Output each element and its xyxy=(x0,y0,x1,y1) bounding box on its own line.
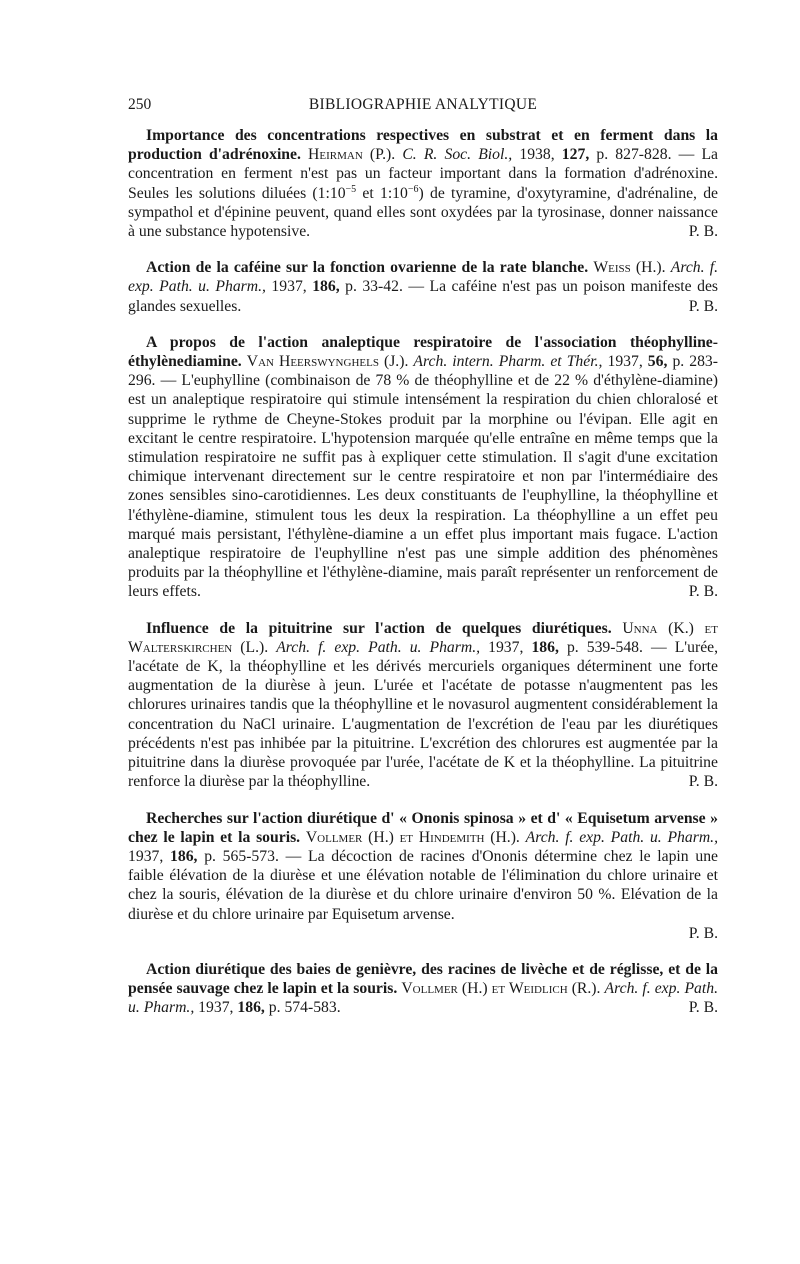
entry-initials: P. B. xyxy=(688,583,718,601)
entry-journal: C. R. Soc. Biol., xyxy=(402,146,513,164)
entry-volume: 56, xyxy=(647,353,668,371)
entry-author: Heirman (P.). xyxy=(308,146,396,164)
entry-initials: P. B. xyxy=(688,999,718,1017)
entry-volume: 127, xyxy=(561,146,590,164)
entry-author: Vollmer (H.) et Weidlich (R.). xyxy=(401,980,601,998)
entry-initials: P. B. xyxy=(688,924,718,942)
entry-year: 1937, xyxy=(271,278,307,296)
entry-initials: P. B. xyxy=(688,297,718,315)
entry-year: 1937, xyxy=(198,999,234,1017)
entry-summary: — La caféine n'est pas un poison manifeste des glandes sexuelles. xyxy=(128,278,719,315)
entry-journal: Arch. intern. Pharm. et Thér., xyxy=(413,353,603,371)
bibliography-entry xyxy=(128,333,718,602)
entry-title: Recherches sur l'action diurétique d' « Ononis spinosa » et d' « Equisetum arvense » chez le lapin et la souris. xyxy=(128,809,718,846)
running-title: BIBLIOGRAPHIE ANALYTIQUE xyxy=(308,96,538,113)
entry-title: Action diurétique des baies de genièvre, des racines de livèche et de réglisse, et de la pensée sauvage chez le lapin et la souris. xyxy=(128,960,718,998)
bibliography-entry xyxy=(128,258,718,316)
entry-title: Influence de la pituitrine sur l'action de quelques diurétiques. xyxy=(146,619,612,637)
entry-summary-cont: et 1:10 xyxy=(356,184,408,202)
entry-summary: — La décoction de racines d'Ononis détermine chez le lapin une faible élévation de la diurèse et une élévation notable de l'élimination du chlore urinaire et chez la souris, élévation de la diurèse et du chlore urinaire d'environ 50 %. Elévation de la diurèse et du chlore urinaire par Equisetum arvense. xyxy=(128,847,718,923)
entry-year: 1937, xyxy=(128,847,164,865)
entry-year: 1938, xyxy=(519,146,555,164)
exponent: −5 xyxy=(345,183,357,195)
bibliography-entry xyxy=(128,809,718,943)
entry-year: 1937, xyxy=(488,638,524,656)
entry-journal: Arch. f. exp. Path. u. Pharm., xyxy=(128,980,719,1017)
entry-journal: Arch. f. exp. Path. u. Pharm., xyxy=(525,828,719,846)
entry-author: Weiss (H.). xyxy=(593,259,666,277)
entry-author: Van Heerswynghels (J.). xyxy=(246,353,409,371)
entry-pages: p. 33-42. xyxy=(345,278,403,296)
entry-summary-end: ) de tyramine, d'oxytyramine, d'adrénaline, de sympathol et d'épinine peuvent, quand elles sont oxydées par la tyrosinase, donner naissance à une substance hypotensive. xyxy=(128,184,719,241)
entry-pages: p. 827-828. xyxy=(596,146,672,164)
entry-journal: Arch. f. exp. Path. u. Pharm., xyxy=(128,259,719,296)
entry-title: Importance des concentrations respectives en substrat et en ferment dans la production d'adrénoxine. xyxy=(128,127,718,164)
entry-title: Action de la caféine sur la fonction ovarienne de la rate blanche. xyxy=(146,259,589,277)
entry-summary: — La concentration en ferment n'est pas un facteur important dans la formation d'adrénoxine. Seules les solutions diluées (1:10 xyxy=(128,146,719,202)
entry-title: A propos de l'action analeptique respiratoire de l'association théophylline-éthylènediamine. xyxy=(128,333,718,371)
entry-volume: 186, xyxy=(531,638,559,656)
bibliography-entries xyxy=(128,126,718,1035)
entry-volume: 186, xyxy=(237,999,265,1017)
page-number: 250 xyxy=(128,96,152,113)
entry-author: Unna (K.) et Walterskirchen (L.). xyxy=(128,619,718,656)
entry-journal: Arch. f. exp. Path. u. Pharm., xyxy=(276,638,481,656)
entry-pages: p. 565-573. xyxy=(204,847,279,865)
entry-summary: — L'euphylline (combinaison de 78 % de théophylline et de 22 % d'éthylène-diamine) est un analeptique respiratoire qui stimule intensément la respiration du chien chloralosé et supprime le rythme de Cheyne-Stokes produit par la morphine ou l'évipan. Elle agit en excitant le centre respiratoire. L'hypotension marquée qu'elle entraîne en même temps que la stimulation respiratoire ne suffit pas à expliquer cette stimulation. Il s'agit d'une excitation chimique intervenant directement sur le centre respiratoire et non par l'intermédiaire des zones sensibles sino-carotidiennes. Les deux constituants de l'euphylline, la théophylline et l'éthylène-diamine, stimulent tous les deux la respiration. La théophylline a un effet peu marqué mais persistant, l'éthylène-diamine a un effet plus important mais fugace. L'action analeptique respiratoire de l'euphylline n'est pas une simple addition des phénomènes produits par la théophylline et l'éthylène-diamine, mais paraît représenter un renforcement de leurs effets. xyxy=(128,372,719,601)
entry-initials: P. B. xyxy=(688,223,718,241)
bibliography-entry xyxy=(128,960,718,1018)
page-header xyxy=(128,96,718,122)
entry-author: Vollmer (H.) et Hindemith (H.). xyxy=(305,828,520,846)
entry-pages: p. 574-583. xyxy=(268,999,341,1017)
bibliography-entry xyxy=(128,126,718,241)
entry-volume: 186, xyxy=(170,847,198,865)
exponent: −6 xyxy=(407,183,419,195)
entry-volume: 186, xyxy=(312,278,340,296)
entry-pages: p. 283-296. xyxy=(128,353,718,390)
entry-year: 1937, xyxy=(607,353,643,371)
entry-pages: p. 539-548. xyxy=(566,638,643,656)
entry-summary: — L'urée, l'acétate de K, la théophylline et les dérivés mercuriels organiques déterminent une forte augmentation de la diurèse à jeun. L'urée et l'acétate de potasse n'augmentent pas les chlorures urinaires tandis que la théophylline et le novasurol augmentent considérablement la concentration du NaCl urinaire. L'augmentation de l'excrétion de l'eau par les diurétiques précédents n'est pas inhibée par la pituitrine. L'excrétion des chlorures est augmentée par la pituitrine dans la diurèse provoquée par l'urée, l'acétate de K et la théophylline. La pituitrine renforce la diurèse par la théophylline. xyxy=(128,638,719,791)
entry-initials: P. B. xyxy=(688,773,718,791)
bibliography-entry xyxy=(128,619,718,792)
